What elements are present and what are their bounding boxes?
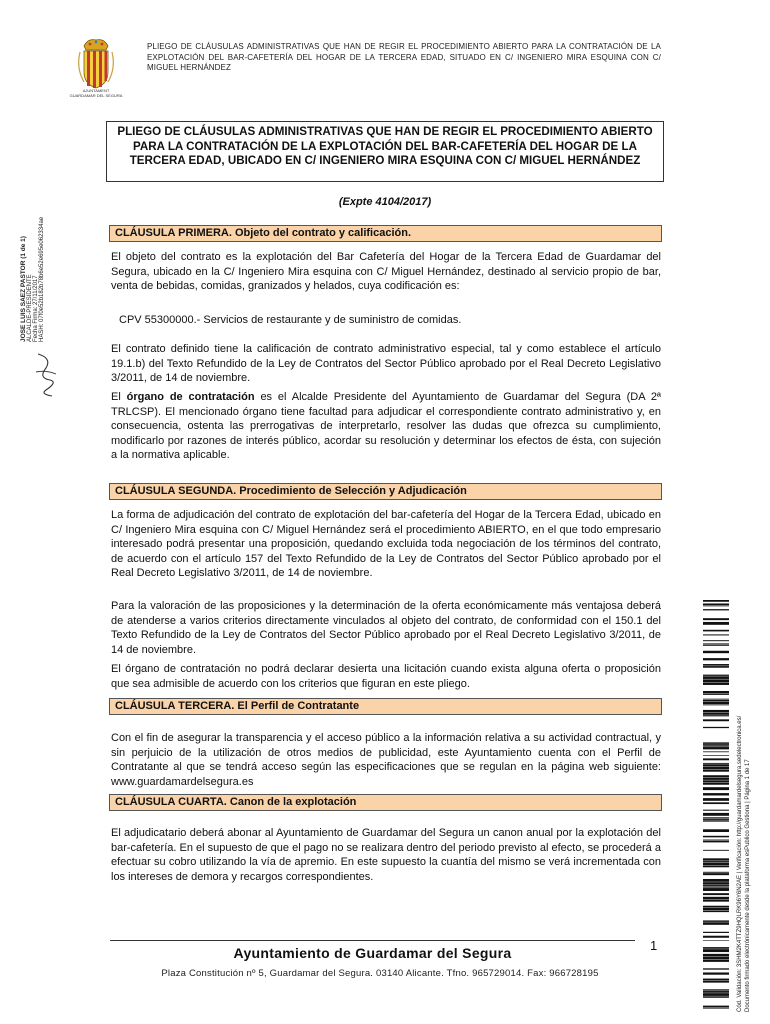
signer-name: JOSE LUIS SAEZ PASTOR (1 de 1): [20, 236, 27, 342]
paragraph-cpv-code: CPV 55300000.- Servicios de restaurante y de suministro de comidas.: [119, 314, 462, 326]
contracting-body-term: órgano de contratación: [126, 391, 255, 403]
clause-heading-first: CLÁUSULA PRIMERA. Objeto del contrato y calificación.: [109, 225, 662, 242]
running-header: PLIEGO DE CLÁUSULAS ADMINISTRATIVAS QUE HAN DE REGIR EL PROCEDIMIENTO ABIERTO PARA LA CONTRATACIÓN DE LA EXPLOTACIÓN DEL BAR-CAFETERÍA DEL HOGAR DE LA TERCERA EDAD, SITUADO EN C/ INGENIERO MIRA ESQUINA CON C/ MIGUEL HERNÁNDEZ: [147, 42, 661, 72]
paragraph-text: es el Alcalde Presidente del Ayuntamiento de Guardamar del Segura (DA 2ª TRLCSP). El mencionado órgano tiene facultad para adjudicar el correspondiente contrato administrativo y, en consecuencia, ostenta las prerrogativas de interpretarlo, resolver las dudas que ofrezca su cumplimiento, modificarlo por razones de interés público, acordar su resolución y determinar los efectos de ésta, con sujeción a la normativa aplicable.: [111, 391, 662, 462]
clause-heading-third: CLÁUSULA TERCERA. El Perfil de Contratante: [109, 698, 662, 715]
paragraph-object: El objeto del contrato es la explotación del Bar Cafetería del Hogar de la Tercera Edad de Guardamar del Segura, ubicado en la C/ Ingeniero Mira esquina con C/ Miguel Hernández, destinado al servicio propio de bar, venta de bebidas, comidas, granizados y helados, cuya codificación es:: [111, 251, 661, 293]
signature-date: Fecha Firma: 27/11/2017: [33, 275, 39, 342]
paragraph-contracting-body: [111, 390, 661, 463]
signature-hash: HASH: 07f0e52b182b78b6e52e695e062334ae: [39, 216, 45, 342]
electronic-signature-block: [14, 190, 70, 410]
paragraph-contractor-profile: Con el fin de asegurar la transparencia y el acceso público a la información relativa a su actividad contractual, y sin perjuicio de la utilización de otros medios de publicidad, este Ayuntamiento cuenta con el Perfil de Contratante al que se tendrá acceso según las especificaciones que se regulan en la página web siguiente: www.guardamardelsegura.es: [111, 732, 661, 788]
clause-heading-second: CLÁUSULA SEGUNDA. Procedimiento de Selección y Adjudicación: [109, 483, 662, 500]
footer-address: Plaza Constitución nº 5, Guardamar del Segura. 03140 Alicante. Tfno. 965729014. Fax: 966728195: [161, 968, 599, 979]
verification-code: Cód. Validación: 3SHM2K4TTZ9HQLRK96Y6N2AE | Verificación: http://guardamardelsegura.sedelectronica.es/: [737, 715, 743, 1012]
logo-caption-line-1: AJUNTAMENT: [82, 88, 110, 93]
paragraph-qualification: El contrato definido tiene la calificación de contrato administrativo especial, tal y como establece el artículo 19.1.b) del Texto Refundido de la Ley de Contratos del Sector Público aprobado por el Real Decreto Legislativo 3/2011, de 14 de noviembre.: [111, 343, 661, 385]
footer-title: Ayuntamiento de Guardamar del Segura: [233, 945, 512, 961]
paragraph-evaluation-criteria: Para la valoración de las proposiciones y la determinación de la oferta económicamente más ventajosa deberá de atenderse a varios criterios directamente vinculados al objeto del contrato, de conformidad con el 150.1 del Texto Refundido de la Ley de Contratos del Sector Público aprobado por el Real Decreto Legislativo 3/2011, de 14 de noviembre.: [111, 600, 661, 656]
logo-caption: [62, 88, 130, 98]
file-reference: (Expte 4104/2017): [338, 196, 432, 208]
logo-caption-line-2: GUARDAMAR DEL SEGURA: [69, 93, 123, 98]
signer-role: ALCALDE-PRESIDENTE: [27, 274, 33, 342]
paragraph-annual-fee: El adjudicatario deberá abonar al Ayuntamiento de Guardamar del Segura un canon anual por la explotación del bar-cafetería. En el supuesto de que el pago no se realizara dentro del periodo previsto al efecto, se procederá a efectuar su cobro utilizando la vía de apremio. En este supuesto la cuantía del mismo se verá incrementada con los intereses de demora y recargos correspondientes.: [111, 827, 661, 883]
handwritten-signature-icon: [32, 350, 60, 400]
document-title: PLIEGO DE CLÁUSULAS ADMINISTRATIVAS QUE HAN DE REGIR EL PROCEDIMIENTO ABIERTO PARA LA CONTRATACIÓN DE LA EXPLOTACIÓN DEL BAR-CAFETERÍA DEL HOGAR DE LA TERCERA EDAD, UBICADO EN C/ INGENIERO MIRA ESQUINA CON C/ MIGUEL HERNÁNDEZ: [106, 121, 664, 182]
paragraph-no-desert: El órgano de contratación no podrá declarar desierta una licitación cuando exista alguna oferta o proposición que sea admisible de acuerdo con los criterios que figuran en este pliego.: [111, 663, 661, 690]
electronic-document-note: Documento firmado electrónicamente desde la plataforma esPublico Gestiona | Página 1 de 17: [745, 759, 751, 1012]
paragraph-text: El: [111, 391, 127, 403]
barcode-icon: [703, 600, 729, 1010]
footer-divider: [110, 940, 635, 941]
page-number: 1: [650, 938, 658, 953]
paragraph-award-procedure: La forma de adjudicación del contrato de explotación del bar-cafetería del Hogar de la Tercera Edad, ubicado en C/ Ingeniero Mira esquina con C/ Miguel Hernández será el procedimiento ABIERTO, en el que todo empresario interesado podrá presentar una proposición, quedando excluida toda negociación de los términos del contrato, de acuerdo con el artículo 157 del Texto Refundido de la Ley de Contratos del Sector Público aprobado por el Real Decreto Legislativo 3/2011, de 14 de noviembre.: [111, 509, 661, 580]
verification-strip: [697, 596, 763, 1016]
clause-heading-fourth: CLÁUSULA CUARTA. Canon de la explotación: [109, 794, 662, 811]
